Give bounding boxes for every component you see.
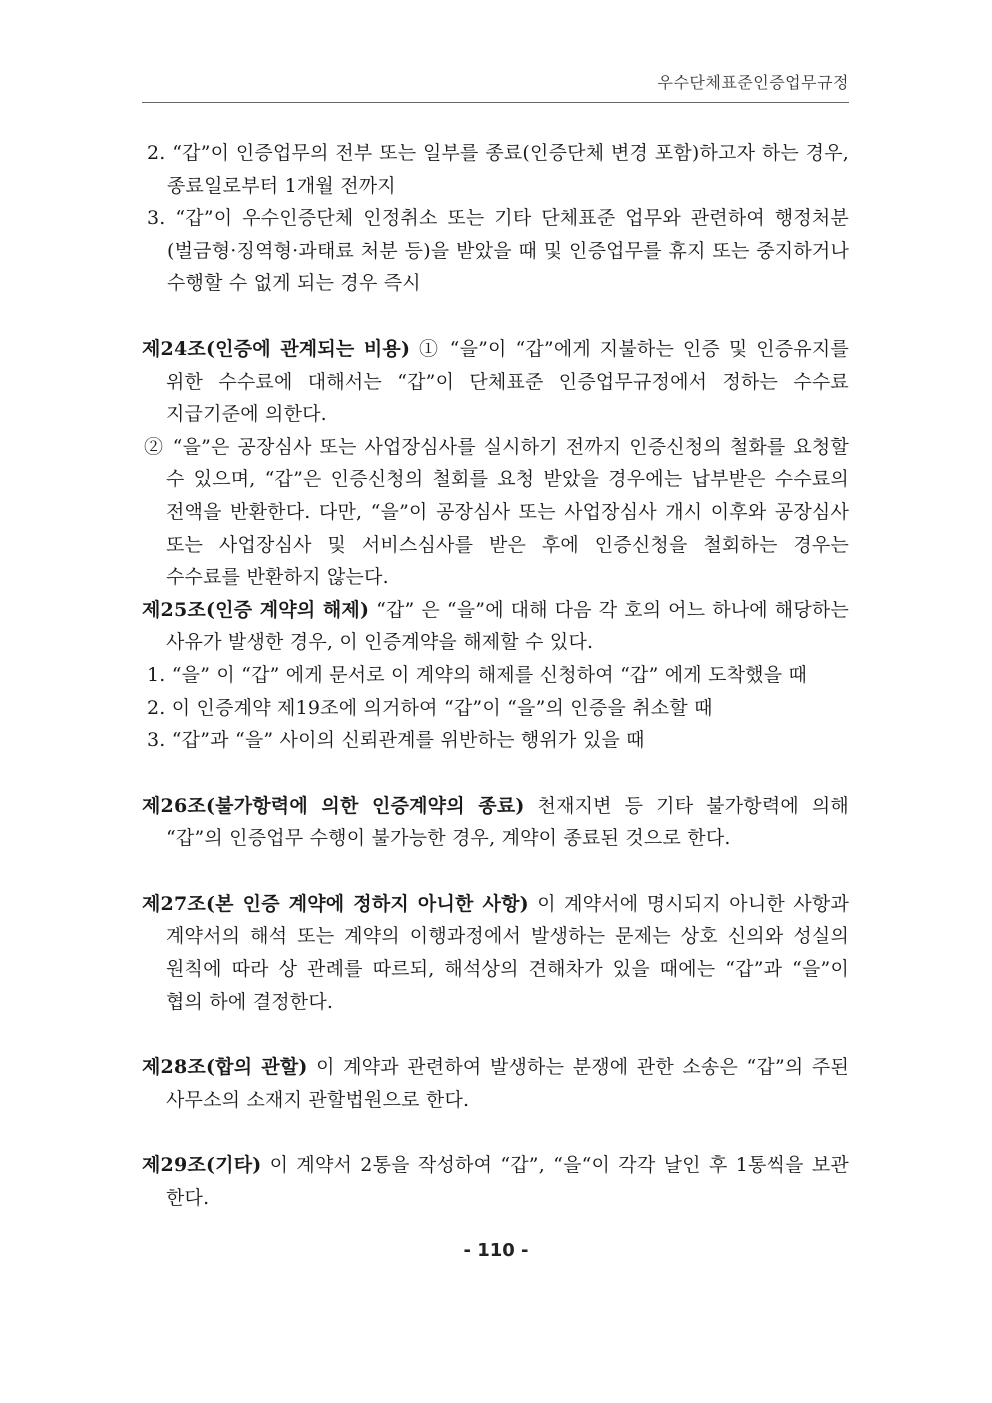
article-29 (142, 1149, 849, 1214)
document-body (142, 137, 849, 1215)
page-header-title: 우수단체표준인증업무규정 (657, 73, 849, 92)
article-29-heading: 제29조(기타) (142, 1154, 262, 1177)
article-25 (142, 594, 849, 659)
header-divider (142, 102, 849, 103)
list-item: 3. “갑”이 우수인증단체 인정취소 또는 기타 단체표준 업무와 관련하여 행정처분(벌금형·징역형·과태료 처분 등)을 받았을 때 및 인증업무를 휴지 또는 중지하거나 수행할 수 없게 되는 경우 즉시 (147, 207, 849, 295)
article-29-body: 이 계약서 2통을 작성하여 “갑”, “을“이 각각 날인 후 1통씩을 보관 한다. (166, 1154, 849, 1210)
article-26-body: 천재지변 등 기타 불가항력에 의해 “갑”의 인증업무 수행이 불가능한 경우, 계약이 종료된 것으로 한다. (166, 794, 849, 850)
list-item: 1. “을” 이 “갑” 에게 문서로 이 계약의 해제를 신청하여 “갑” 에게 도착했을 때 (147, 663, 808, 686)
spacer (142, 1116, 849, 1149)
article-28 (142, 1051, 849, 1116)
page-number: - 110 - (463, 1240, 529, 1261)
article-27-body: 이 계약서에 명시되지 아니한 사항과 계약서의 해석 또는 계약의 이행과정에서 발생하는 문제는 상호 신의와 성실의 원칙에 따라 상 관례를 따르되, 해석상의 견해차가 있을 때에는 “갑”과 “을”이 협의 하에 결정한다. (166, 892, 849, 1013)
spacer (142, 757, 849, 790)
article-26-heading: 제26조(불가항력에 의한 인증계약의 종료) (142, 794, 525, 817)
article-28-heading: 제28조(합의 관할) (142, 1056, 308, 1079)
list-item: 3. “갑”과 “을” 사이의 신뢰관계를 위반하는 행위가 있을 때 (147, 729, 645, 752)
spacer (142, 300, 849, 333)
article-25-heading: 제25조(인증 계약의 해제) (142, 598, 370, 621)
article-24-heading: 제24조(인증에 관계되는 비용) (142, 337, 411, 360)
article-24 (142, 333, 849, 431)
list-item: 2. 이 인증계약 제19조에 의거하여 “갑”이 “을”의 인증을 취소할 때 (147, 696, 713, 719)
article-24-body: ① “을”이 “갑”에게 지불하는 인증 및 인증유지를 위한 수수료에 대해서는 “갑”이 단체표준 인증업무규정에서 정하는 수수료 지급기준에 의한다. (166, 337, 849, 426)
spacer (142, 855, 849, 888)
article-27-heading: 제27조(본 인증 계약에 정하지 아니한 사항) (142, 892, 529, 915)
article-25-body: “갑” 은 “을”에 대해 다음 각 호의 어느 하나에 해당하는 사유가 발생한 경우, 이 인증계약을 해제할 수 있다. (166, 598, 849, 654)
article-28-body: 이 계약과 관련하여 발생하는 분쟁에 관한 소송은 “갑”의 주된 사무소의 소재지 관할법원으로 한다. (166, 1056, 850, 1111)
spacer (142, 1018, 849, 1051)
article-24-paragraph-2: ② “을”은 공장심사 또는 사업장심사를 실시하기 전까지 인증신청의 철화를 요청할 수 있으며, “갑”은 인증신청의 철회를 요청 받았을 경우에는 납부받은 수수료의 전액을 반환한다. 다만, “을”이 공장심사 또는 사업장심사 개시 이후와 공장심사 또는 사업장심사 및 서비스심사를 받은 후에 인증신청을 철회하는 경우는 수수료를 반환하지 않는다. (144, 435, 849, 589)
article-27 (142, 888, 849, 1018)
article-26 (142, 790, 849, 855)
list-item: 2. “갑”이 인증업무의 전부 또는 일부를 종료(인증단체 변경 포함)하고자 하는 경우, 종료일로부터 1개월 전까지 (147, 142, 849, 197)
